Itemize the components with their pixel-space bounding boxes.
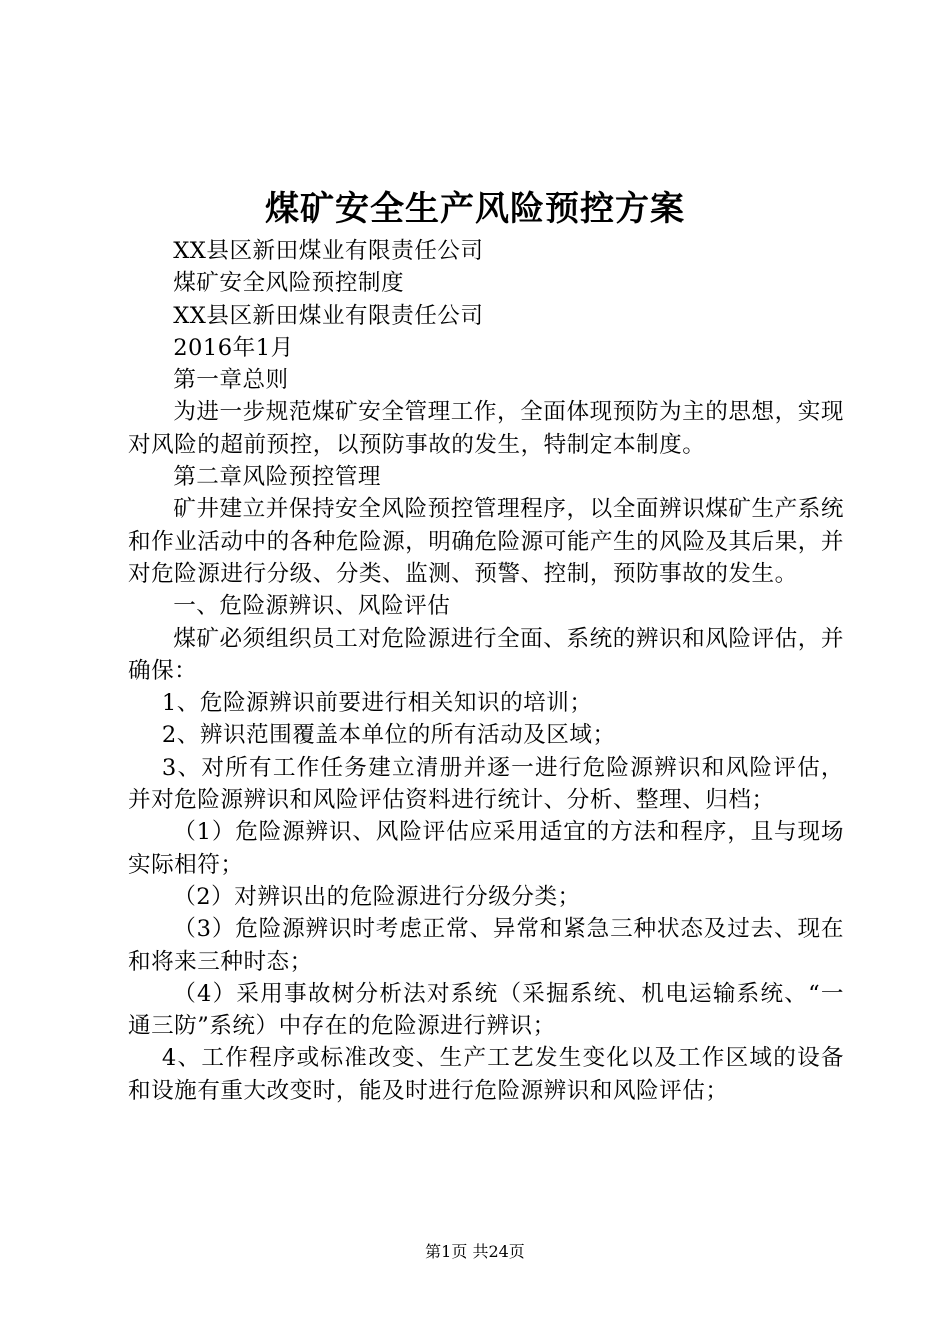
list-item: 1、危险源辨识前要进行相关知识的培训； [161, 690, 593, 717]
list-item: 3、对所有工作任务建立清册并逐一进行危险源辨识和风险评估，并对危险源辨识和风险评估资料进行统计、分析、整理、归档； [128, 754, 844, 814]
document-body [128, 235, 844, 1107]
section-heading: 一、危险源辨识、风险评估 [173, 593, 451, 620]
sub-list-item: （2）对辨识出的危险源进行分级分类； [173, 883, 581, 910]
sub-list-item: （4）采用事故树分析法对系统（采掘系统、机电运输系统、“一通三防”系统）中存在的危险源进行辨识； [128, 980, 844, 1040]
sub-list-item: （1）危险源辨识、风险评估应采用适宜的方法和程序，且与现场实际相符； [128, 819, 844, 878]
list-item: 2、辨识范围覆盖本单位的所有活动及区域； [161, 722, 616, 749]
paragraph: 煤矿必须组织员工对危险源进行全面、系统的辨识和风险评估，并确保： [128, 625, 844, 684]
document-title: 煤矿安全生产风险预控方案 [265, 189, 685, 229]
paragraph-company-repeat: XX县区新田煤业有限责任公司 [173, 302, 484, 329]
sub-list-item: （3）危险源辨识时考虑正常、异常和紧急三种状态及过去、现在和将来三种时态； [128, 916, 844, 975]
paragraph-system-name: 煤矿安全风险预控制度 [173, 270, 405, 297]
paragraph-company: XX县区新田煤业有限责任公司 [173, 238, 484, 264]
paragraph: 矿井建立并保持安全风险预控管理程序，以全面辨识煤矿生产系统和作业活动中的各种危险源，明确危险源可能产生的风险及其后果，并对危险源进行分级、分类、监测、预警、控制，预防事故的发生。 [128, 496, 844, 587]
list-item: 4、工作程序或标准改变、生产工艺发生变化以及工作区域的设备和设施有重大改变时，能及时进行危险源辨识和风险评估； [128, 1045, 844, 1104]
paragraph-date: 2016年1月 [173, 334, 294, 361]
paragraph: 为进一步规范煤矿安全管理工作，全面体现预防为主的思想，实现对风险的超前预控，以预防事故的发生，特制定本制度。 [128, 399, 844, 458]
chapter-heading-1: 第一章总则 [173, 367, 289, 394]
chapter-heading-2: 第二章风险预控管理 [173, 464, 382, 491]
page-footer: 第1页 共24页 [425, 1242, 525, 1261]
